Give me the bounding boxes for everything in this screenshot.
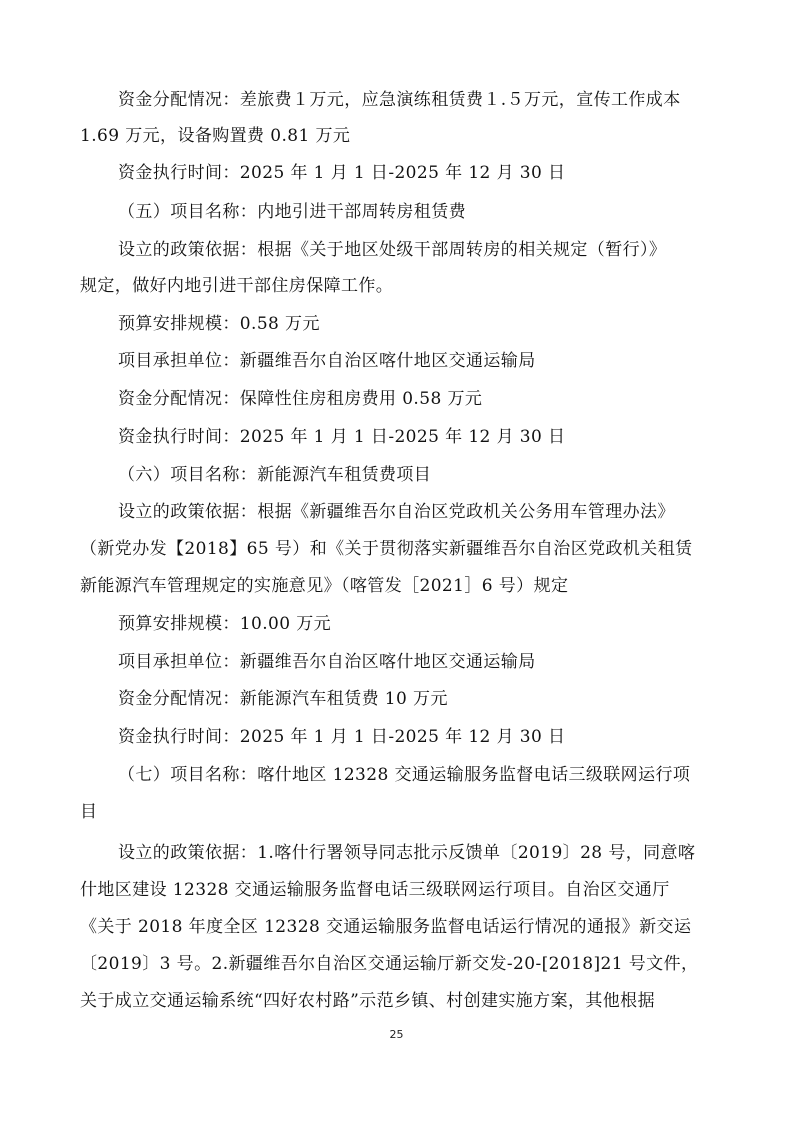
line-policy-basis-7c: 《关于 2018 年度全区 12328 交通运输服务监督电话运行情况的通报》新交运 <box>80 917 692 937</box>
line-policy-basis-6b: （新党办发【2018】65 号）和《关于贯彻落实新疆维吾尔自治区党政机关租赁 <box>80 539 693 559</box>
line-policy-basis-7e: 关于成立交通运输系统“四好农村路”示范乡镇、村创建实施方案，其他根据 <box>80 991 655 1011</box>
line-fund-allocation-1: 资金分配情况：差旅费１万元，应急演练租赁费１.５万元，宣传工作成本 <box>118 90 681 110</box>
line-policy-basis-5: 设立的政策依据：根据《关于地区处级干部周转房的相关规定（暂行）》 <box>118 240 667 260</box>
line-project-7-title-b: 目 <box>80 802 98 822</box>
line-exec-time-1: 资金执行时间：2025 年 1 月 1 日-2025 年 12 月 30 日 <box>118 163 566 183</box>
line-policy-basis-5b: 规定，做好内地引进干部住房保障工作。 <box>80 276 394 296</box>
line-exec-time-5: 资金执行时间：2025 年 1 月 1 日-2025 年 12 月 30 日 <box>118 427 566 447</box>
line-policy-basis-6: 设立的政策依据：根据《新疆维吾尔自治区党政机关公务用车管理办法》 <box>118 502 675 522</box>
line-policy-basis-7b: 什地区建设 12328 交通运输服务监督电话三级联网运行项目。自治区交通厅 <box>80 880 670 900</box>
line-policy-basis-6c: 新能源汽车管理规定的实施意见》（喀管发［2021］6 号）规定 <box>80 576 569 596</box>
line-fund-allocation-5: 资金分配情况：保障性住房租房费用 0.58 万元 <box>118 389 483 409</box>
line-project-6-title: （六）项目名称：新能源汽车租赁费项目 <box>118 465 432 485</box>
line-fund-allocation-6: 资金分配情况：新能源汽车租赁费 10 万元 <box>118 689 448 709</box>
page-number: 25 <box>389 1028 404 1041</box>
line-budget-5: 预算安排规模：0.58 万元 <box>118 314 320 334</box>
line-project-5-title: （五）项目名称：内地引进干部周转房租赁费 <box>118 202 466 222</box>
line-policy-basis-7d: 〔2019〕3 号。2.新疆维吾尔自治区交通运输厅新交发-20-[2018]21 号文件， <box>80 954 699 974</box>
line-exec-time-6: 资金执行时间：2025 年 1 月 1 日-2025 年 12 月 30 日 <box>118 727 566 747</box>
line-fund-allocation-1b: 1.69 万元，设备购置费 0.81 万元 <box>80 126 351 146</box>
line-project-7-title: （七）项目名称：喀什地区 12328 交通运输服务监督电话三级联网运行项 <box>118 765 691 785</box>
line-budget-6: 预算安排规模：10.00 万元 <box>118 614 332 634</box>
line-unit-6: 项目承担单位：新疆维吾尔自治区喀什地区交通运输局 <box>118 652 536 672</box>
line-policy-basis-7: 设立的政策依据：1.喀什行署领导同志批示反馈单〔2019〕28 号，同意喀 <box>118 843 696 863</box>
line-unit-5: 项目承担单位：新疆维吾尔自治区喀什地区交通运输局 <box>118 351 536 371</box>
